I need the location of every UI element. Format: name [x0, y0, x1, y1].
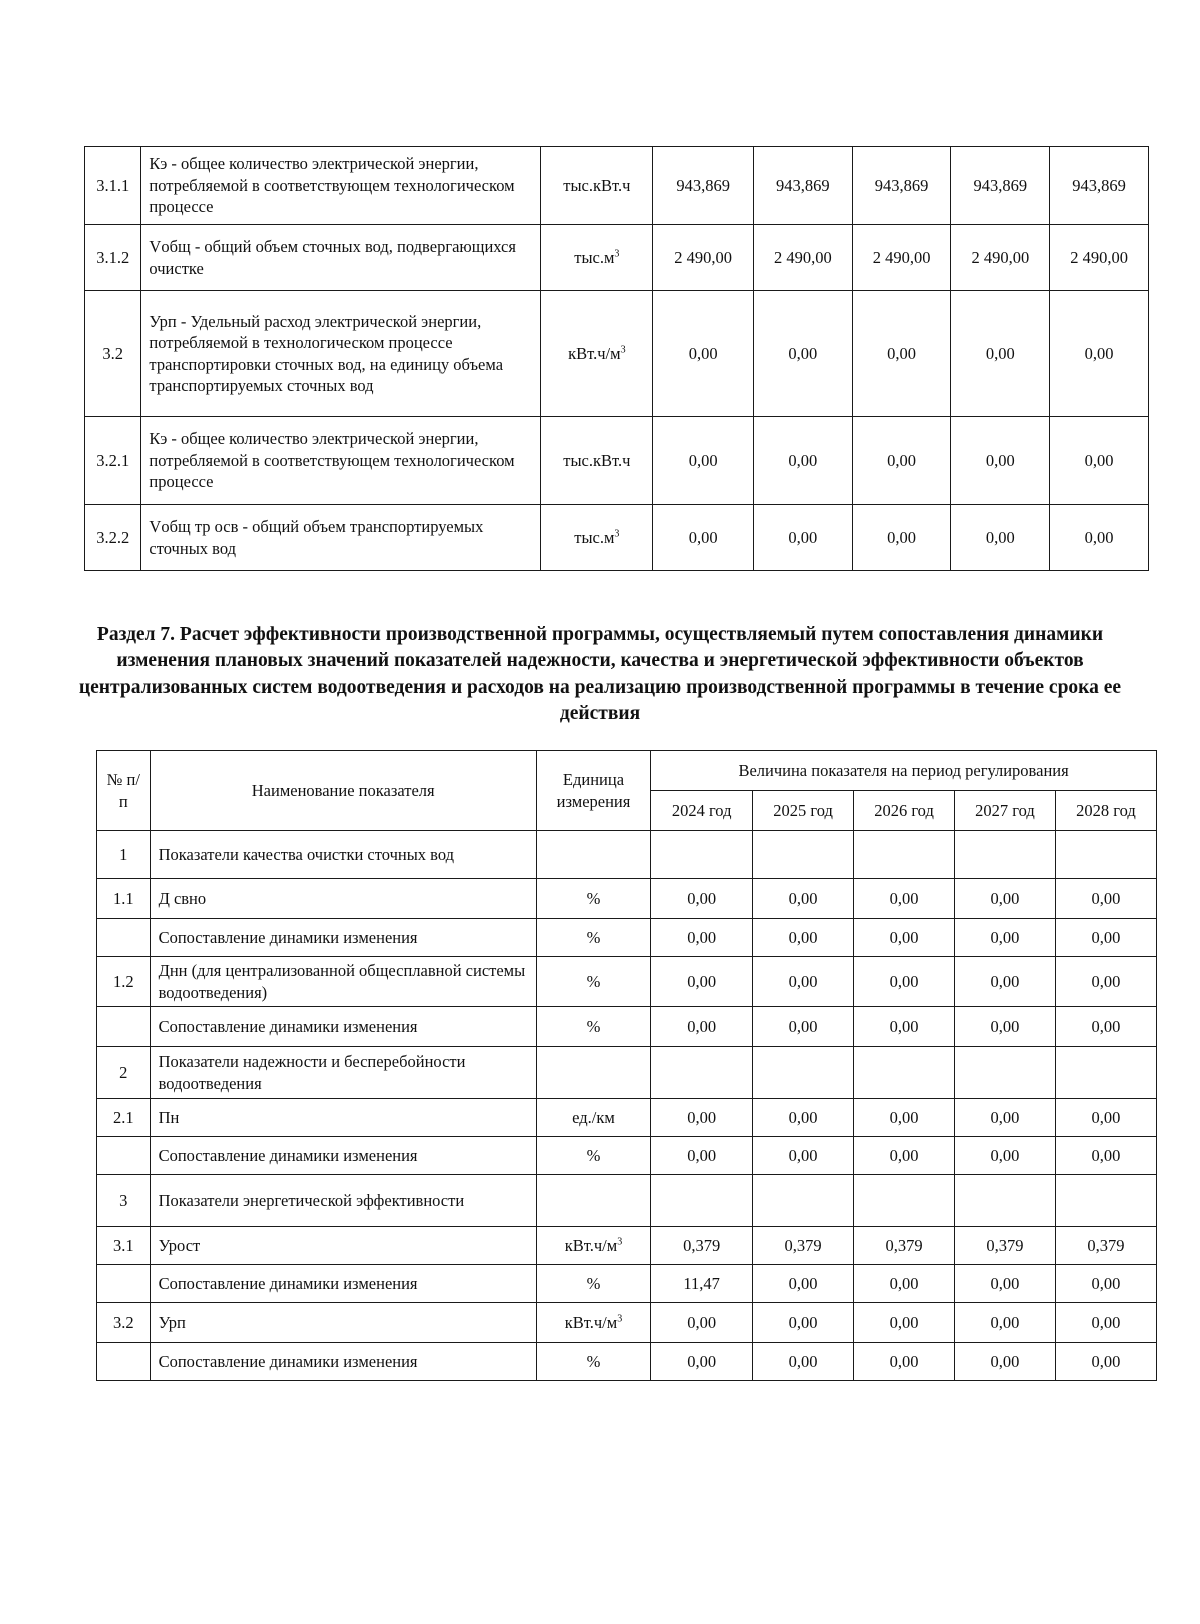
value-cell: 0,00	[1055, 1137, 1156, 1175]
table-row	[97, 1303, 1157, 1343]
value-cell: 0,00	[753, 1099, 854, 1137]
indicator-name: Vобщ - общий объем сточных вод, подвергающихся очистке	[141, 225, 541, 291]
unit-cell	[536, 831, 650, 879]
indicator-name: Сопоставление динамики изменения	[150, 1265, 536, 1303]
value-cell: 0,379	[854, 1227, 955, 1265]
value-cell: 2 490,00	[1050, 225, 1149, 291]
indicator-name: Пн	[150, 1099, 536, 1137]
header-unit: Единица измерения	[536, 751, 650, 831]
unit-cell	[536, 1047, 650, 1099]
row-number: 3.1.2	[85, 225, 141, 291]
unit-text: %	[586, 1273, 601, 1293]
value-cell	[854, 831, 955, 879]
value-cell: 0,00	[651, 1303, 753, 1343]
indicators-table-continued	[84, 146, 1149, 571]
value-cell: 0,00	[955, 1137, 1056, 1175]
value-cell: 0,00	[955, 1265, 1056, 1303]
unit-text: %	[586, 927, 601, 947]
indicator-name: Сопоставление динамики изменения	[150, 919, 536, 957]
value-cell: 943,869	[951, 147, 1050, 225]
unit-cell	[541, 147, 653, 225]
header-period: Величина показателя на период регулирования	[651, 751, 1157, 791]
unit-cell	[536, 1265, 650, 1303]
unit-cell	[541, 291, 653, 417]
value-cell: 0,00	[1055, 957, 1156, 1007]
value-cell: 0,00	[1055, 919, 1156, 957]
value-cell: 0,00	[1055, 1265, 1156, 1303]
unit-superscript: 3	[614, 248, 620, 260]
unit-cell	[536, 1227, 650, 1265]
value-cell	[651, 1175, 753, 1227]
value-cell: 0,00	[651, 957, 753, 1007]
table-row	[97, 1047, 1157, 1099]
table-row	[85, 225, 1149, 291]
value-cell	[1055, 1047, 1156, 1099]
unit-text: ед./км	[572, 1107, 615, 1127]
row-number: 1.2	[97, 957, 151, 1007]
value-cell: 0,00	[955, 1099, 1056, 1137]
row-number: 2	[97, 1047, 151, 1099]
table-row	[97, 919, 1157, 957]
value-cell: 2 490,00	[852, 225, 951, 291]
value-cell: 0,00	[753, 957, 854, 1007]
row-number: 1.1	[97, 879, 151, 919]
table-row	[97, 879, 1157, 919]
value-cell: 2 490,00	[754, 225, 853, 291]
value-cell	[651, 831, 753, 879]
value-cell	[1055, 1175, 1156, 1227]
value-cell: 0,00	[753, 1007, 854, 1047]
indicator-name: Кэ - общее количество электрической энергии, потребляемой в соответствующем технологическом процессе	[141, 147, 541, 225]
row-number: 1	[97, 831, 151, 879]
header-name: Наименование показателя	[150, 751, 536, 831]
value-cell: 0,00	[854, 879, 955, 919]
value-cell: 0,00	[955, 1007, 1056, 1047]
table-row	[97, 1227, 1157, 1265]
unit-cell	[536, 1137, 650, 1175]
indicator-name: Д свно	[150, 879, 536, 919]
value-cell: 0,00	[1050, 291, 1149, 417]
indicator-name: Показатели надежности и бесперебойности водоотведения	[150, 1047, 536, 1099]
row-number: 2.1	[97, 1099, 151, 1137]
value-cell: 0,00	[753, 1343, 854, 1381]
indicator-name: Урп - Удельный расход электрической энергии, потребляемой в технологическом процессе транспортировки сточных вод, на единицу объема транспортируемых сточных вод	[141, 291, 541, 417]
indicator-name: Сопоставление динамики изменения	[150, 1343, 536, 1381]
unit-text: %	[586, 888, 601, 908]
header-year: 2025 год	[753, 791, 854, 831]
value-cell: 0,00	[651, 1137, 753, 1175]
value-cell: 0,00	[854, 1099, 955, 1137]
value-cell: 0,00	[753, 1265, 854, 1303]
row-number	[97, 1137, 151, 1175]
value-cell: 0,00	[653, 291, 754, 417]
value-cell: 0,00	[1050, 417, 1149, 505]
table-row	[97, 1265, 1157, 1303]
unit-text: %	[586, 1016, 601, 1036]
value-cell: 0,00	[955, 1343, 1056, 1381]
unit-cell	[536, 1303, 650, 1343]
value-cell: 943,869	[1050, 147, 1149, 225]
value-cell: 0,00	[651, 879, 753, 919]
row-number: 3.1	[97, 1227, 151, 1265]
table-row	[85, 505, 1149, 571]
value-cell: 943,869	[754, 147, 853, 225]
unit-cell	[536, 1007, 650, 1047]
value-cell: 0,00	[1055, 1007, 1156, 1047]
table-row	[85, 291, 1149, 417]
unit-cell	[536, 879, 650, 919]
unit-text: тыс.кВт.ч	[563, 450, 631, 470]
value-cell: 0,379	[1055, 1227, 1156, 1265]
value-cell: 0,00	[753, 919, 854, 957]
row-number: 3.1.1	[85, 147, 141, 225]
value-cell: 0,00	[951, 291, 1050, 417]
unit-cell	[536, 1343, 650, 1381]
value-cell: 0,00	[955, 957, 1056, 1007]
value-cell: 0,00	[951, 505, 1050, 571]
table-row	[97, 1099, 1157, 1137]
table-row	[85, 147, 1149, 225]
section-7-title: Раздел 7. Расчет эффективности производственной программы, осуществляемый путем сопоставления динамики изменения плановых значений показателей надежности, качества и энергетической эффективности объектов централизованных систем водоотведения и расходов на реализацию производственной программы в течение срока ее действия	[78, 624, 1122, 724]
value-cell: 943,869	[653, 147, 754, 225]
value-cell: 0,379	[753, 1227, 854, 1265]
value-cell	[753, 831, 854, 879]
header-year: 2028 год	[1055, 791, 1156, 831]
header-num: № п/п	[97, 751, 151, 831]
unit-text: тыс.м	[574, 247, 615, 267]
value-cell: 0,00	[653, 417, 754, 505]
row-number	[97, 1343, 151, 1381]
value-cell	[955, 1175, 1056, 1227]
value-cell: 0,00	[852, 291, 951, 417]
value-cell: 0,00	[854, 1265, 955, 1303]
row-number: 3.2	[85, 291, 141, 417]
table-row	[97, 1137, 1157, 1175]
value-cell: 0,00	[955, 1303, 1056, 1343]
value-cell: 0,379	[651, 1227, 753, 1265]
value-cell	[753, 1047, 854, 1099]
unit-superscript: 3	[617, 1313, 623, 1325]
table-row	[97, 957, 1157, 1007]
efficiency-table	[96, 750, 1157, 1381]
unit-cell	[541, 505, 653, 571]
table-row	[97, 1175, 1157, 1227]
unit-text: %	[586, 971, 601, 991]
indicator-name: Урп	[150, 1303, 536, 1343]
value-cell: 0,00	[951, 417, 1050, 505]
value-cell: 0,00	[754, 291, 853, 417]
value-cell: 0,00	[852, 505, 951, 571]
value-cell: 0,00	[1055, 1303, 1156, 1343]
value-cell: 0,00	[651, 1007, 753, 1047]
unit-text: тыс.кВт.ч	[563, 175, 631, 195]
table-row	[97, 831, 1157, 879]
value-cell: 0,00	[955, 879, 1056, 919]
row-number: 3.2.1	[85, 417, 141, 505]
unit-superscript: 3	[620, 344, 626, 356]
value-cell: 0,00	[753, 1303, 854, 1343]
indicator-name: Урост	[150, 1227, 536, 1265]
row-number	[97, 1265, 151, 1303]
row-number: 3.2	[97, 1303, 151, 1343]
unit-text: кВт.ч/м	[564, 1235, 618, 1255]
unit-cell	[536, 919, 650, 957]
value-cell	[753, 1175, 854, 1227]
value-cell: 0,00	[651, 1343, 753, 1381]
row-number: 3	[97, 1175, 151, 1227]
value-cell: 0,00	[754, 505, 853, 571]
unit-cell	[536, 1099, 650, 1137]
table-row	[97, 1007, 1157, 1047]
unit-cell	[541, 225, 653, 291]
value-cell: 0,00	[653, 505, 754, 571]
unit-text: тыс.м	[574, 527, 615, 547]
value-cell: 0,00	[854, 1343, 955, 1381]
unit-cell	[541, 417, 653, 505]
value-cell: 2 490,00	[951, 225, 1050, 291]
value-cell: 0,00	[651, 919, 753, 957]
value-cell: 0,00	[852, 417, 951, 505]
value-cell: 0,00	[753, 879, 854, 919]
value-cell: 0,00	[1055, 1343, 1156, 1381]
value-cell	[854, 1175, 955, 1227]
value-cell: 2 490,00	[653, 225, 754, 291]
value-cell: 943,869	[852, 147, 951, 225]
value-cell	[854, 1047, 955, 1099]
header-year: 2024 год	[651, 791, 753, 831]
indicator-name: Показатели энергетической эффективности	[150, 1175, 536, 1227]
value-cell: 0,00	[754, 417, 853, 505]
row-number	[97, 1007, 151, 1047]
unit-text: кВт.ч/м	[568, 343, 621, 363]
unit-superscript: 3	[617, 1236, 623, 1248]
header-year: 2026 год	[854, 791, 955, 831]
unit-cell	[536, 1175, 650, 1227]
value-cell	[651, 1047, 753, 1099]
header-year: 2027 год	[955, 791, 1056, 831]
value-cell: 0,00	[1050, 505, 1149, 571]
indicator-name: Vобщ тр осв - общий объем транспортируемых сточных вод	[141, 505, 541, 571]
value-cell: 0,00	[854, 1303, 955, 1343]
unit-text: %	[586, 1351, 601, 1371]
value-cell	[1055, 831, 1156, 879]
row-number: 3.2.2	[85, 505, 141, 571]
row-number	[97, 919, 151, 957]
indicator-name: Днн (для централизованной общесплавной системы водоотведения)	[150, 957, 536, 1007]
value-cell: 0,00	[854, 957, 955, 1007]
indicator-name: Показатели качества очистки сточных вод	[150, 831, 536, 879]
table-row	[97, 1343, 1157, 1381]
value-cell: 11,47	[651, 1265, 753, 1303]
value-cell: 0,00	[955, 919, 1056, 957]
unit-superscript: 3	[614, 528, 620, 540]
unit-cell	[536, 957, 650, 1007]
value-cell: 0,00	[753, 1137, 854, 1175]
value-cell: 0,00	[1055, 879, 1156, 919]
unit-text: %	[586, 1145, 601, 1165]
unit-text: кВт.ч/м	[564, 1312, 618, 1332]
value-cell: 0,00	[854, 1007, 955, 1047]
value-cell: 0,00	[1055, 1099, 1156, 1137]
indicator-name: Кэ - общее количество электрической энергии, потребляемой в соответствующем технологическом процессе	[141, 417, 541, 505]
value-cell: 0,00	[651, 1099, 753, 1137]
indicator-name: Сопоставление динамики изменения	[150, 1137, 536, 1175]
indicator-name: Сопоставление динамики изменения	[150, 1007, 536, 1047]
value-cell	[955, 831, 1056, 879]
table-row	[85, 417, 1149, 505]
value-cell	[955, 1047, 1056, 1099]
value-cell: 0,00	[854, 919, 955, 957]
value-cell: 0,379	[955, 1227, 1056, 1265]
value-cell: 0,00	[854, 1137, 955, 1175]
